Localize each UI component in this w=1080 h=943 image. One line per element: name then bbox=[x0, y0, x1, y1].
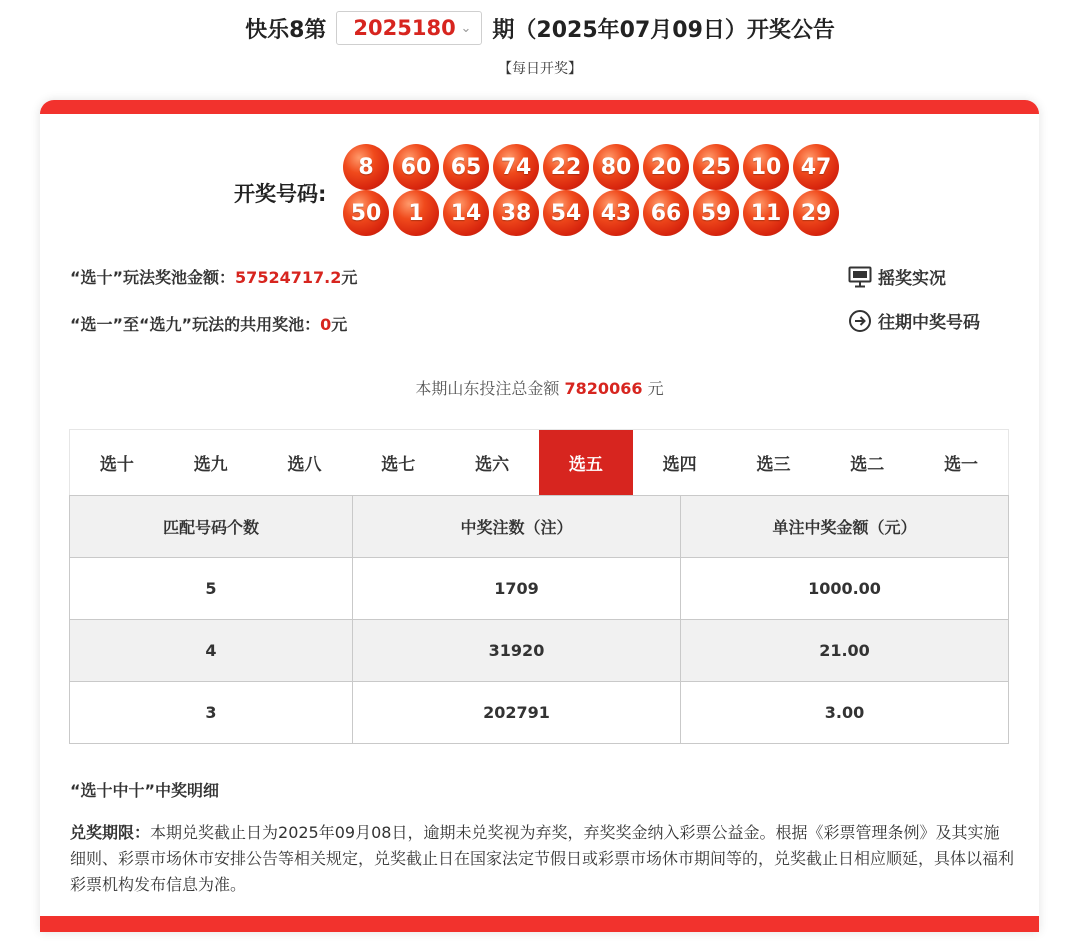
header-prize-amount: 单注中奖金额（元） bbox=[681, 496, 1009, 558]
shared-pool-unit: 元 bbox=[331, 315, 348, 334]
winning-numbers bbox=[343, 144, 853, 236]
number-ball: 66 bbox=[643, 190, 689, 236]
table-header-row bbox=[70, 496, 1009, 558]
number-ball: 54 bbox=[543, 190, 589, 236]
live-draw-link[interactable] bbox=[848, 264, 946, 289]
play-type-tabs bbox=[69, 429, 1009, 495]
number-ball: 29 bbox=[793, 190, 839, 236]
number-ball: 22 bbox=[543, 144, 589, 190]
tab-2[interactable]: 选九 bbox=[193, 455, 228, 475]
number-ball: 60 bbox=[393, 144, 439, 190]
numbers-row-1 bbox=[343, 144, 853, 190]
shared-pool-label: “选一”至“选九”玩法的共用奖池： bbox=[70, 315, 321, 334]
history-link[interactable] bbox=[848, 308, 980, 333]
number-ball: 25 bbox=[693, 144, 739, 190]
tab-9[interactable]: 选二 bbox=[850, 455, 885, 475]
tab-10[interactable]: 选一 bbox=[944, 455, 979, 475]
table-row bbox=[70, 620, 1009, 682]
title-suffix: 期（2025年07月09日）开奖公告 bbox=[492, 17, 835, 43]
table-row bbox=[70, 682, 1009, 744]
number-ball: 11 bbox=[743, 190, 789, 236]
tab-4[interactable]: 选七 bbox=[381, 455, 416, 475]
prize-table bbox=[69, 495, 1009, 744]
total-sales-unit: 元 bbox=[647, 379, 664, 398]
shared-pool-value: 0 bbox=[320, 315, 332, 334]
cell-prize-amount: 3.00 bbox=[681, 682, 1009, 744]
tab-8[interactable]: 选三 bbox=[756, 455, 791, 475]
cell-prize-amount: 1000.00 bbox=[681, 558, 1009, 620]
tab-7[interactable]: 选四 bbox=[662, 455, 697, 475]
number-ball: 38 bbox=[493, 190, 539, 236]
total-sales-label: 本期山东投注总金额 bbox=[415, 379, 560, 398]
claim-notice-label: 兑奖期限： bbox=[70, 823, 151, 842]
live-draw-label: 摇奖实况 bbox=[878, 269, 946, 289]
pick10-pool-value: 57524717.2 bbox=[235, 268, 342, 287]
pick10-pool bbox=[70, 265, 357, 288]
cell-winners: 202791 bbox=[353, 682, 681, 744]
cell-winners: 1709 bbox=[353, 558, 681, 620]
number-ball: 10 bbox=[743, 144, 789, 190]
number-ball: 74 bbox=[493, 144, 539, 190]
table-row bbox=[70, 558, 1009, 620]
shared-pool bbox=[70, 312, 347, 335]
pick10-pool-unit: 元 bbox=[341, 268, 358, 287]
total-sales-value: 7820066 bbox=[564, 379, 643, 398]
pick10-pool-label: “选十”玩法奖池金额： bbox=[70, 268, 236, 287]
number-ball: 50 bbox=[343, 190, 389, 236]
number-ball: 14 bbox=[443, 190, 489, 236]
cell-match-count: 3 bbox=[70, 682, 353, 744]
result-card bbox=[40, 100, 1039, 932]
number-ball: 8 bbox=[343, 144, 389, 190]
title-prefix: 快乐8第 bbox=[245, 17, 327, 43]
header-winners: 中奖注数（注） bbox=[353, 496, 681, 558]
claim-notice-text: 本期兑奖截止日为2025年09月08日，逾期未兑奖视为弃奖，弃奖奖金纳入彩票公益金。根据《彩票管理条例》及其实施细则、彩票市场休市安排公告等相关规定，兑奖截止日在国家法定节假日或彩票市场休市期间等的，兑奖截止日相应顺延，具体以福利彩票机构发布信息为准。 bbox=[70, 823, 1015, 894]
cell-match-count: 4 bbox=[70, 620, 353, 682]
number-ball: 80 bbox=[593, 144, 639, 190]
header-match-count: 匹配号码个数 bbox=[70, 496, 353, 558]
card-bottom-bar bbox=[40, 916, 1039, 932]
page-title bbox=[0, 8, 1080, 48]
cell-match-count: 5 bbox=[70, 558, 353, 620]
arrow-circle-icon bbox=[848, 309, 872, 333]
tab-5[interactable]: 选六 bbox=[475, 455, 510, 475]
numbers-label: 开奖号码: bbox=[234, 182, 327, 206]
tab-6[interactable]: 选五 bbox=[539, 430, 633, 495]
number-ball: 43 bbox=[593, 190, 639, 236]
cell-winners: 31920 bbox=[353, 620, 681, 682]
tab-1[interactable]: 选十 bbox=[99, 455, 134, 475]
claim-notice bbox=[70, 820, 1015, 898]
numbers-row-2 bbox=[343, 190, 853, 236]
issue-value: 2025180 bbox=[353, 16, 456, 40]
number-ball: 47 bbox=[793, 144, 839, 190]
history-label: 往期中奖号码 bbox=[878, 313, 980, 333]
draw-frequency: 【每日开奖】 bbox=[498, 61, 582, 77]
total-sales bbox=[40, 376, 1039, 399]
tab-3[interactable]: 选八 bbox=[287, 455, 322, 475]
number-ball: 65 bbox=[443, 144, 489, 190]
number-ball: 1 bbox=[393, 190, 439, 236]
monitor-icon bbox=[848, 266, 872, 288]
issue-select[interactable] bbox=[336, 11, 482, 45]
number-ball: 20 bbox=[643, 144, 689, 190]
pick10-detail-title: “选十中十”中奖明细 bbox=[70, 781, 220, 800]
number-ball: 59 bbox=[693, 190, 739, 236]
chevron-down-icon: ⌄ bbox=[460, 20, 472, 36]
card-top-bar bbox=[40, 100, 1039, 114]
cell-prize-amount: 21.00 bbox=[681, 620, 1009, 682]
